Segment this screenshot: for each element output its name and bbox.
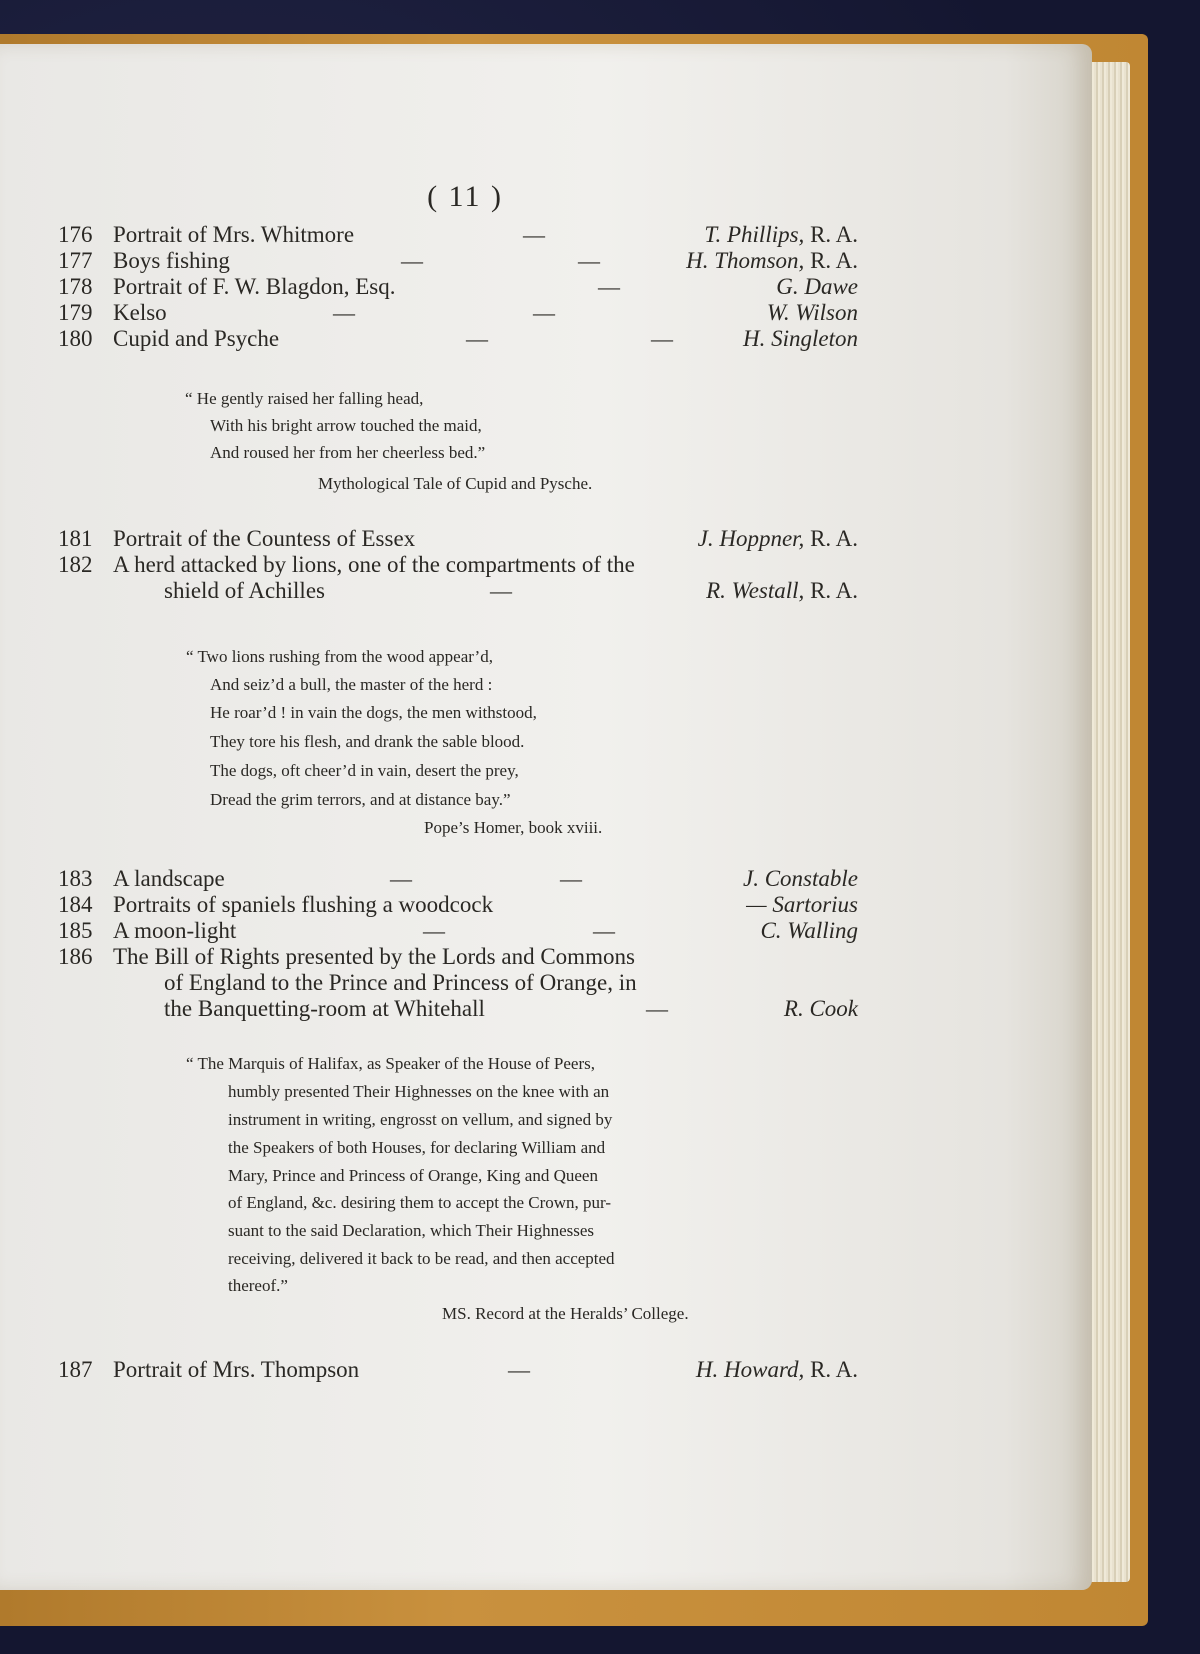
entry-artist: R. Cook [783,996,858,1021]
separator-dash: — [560,866,582,891]
entry-title-line: the Banquetting-room at Whitehall [164,996,485,1021]
entry-title: A landscape [113,866,225,891]
separator-dash: — [593,918,615,943]
quote-attribution: Pope’s Homer, book xviii. [424,818,603,837]
entry-title-line: of England to the Prince and Princess of Orange, in [164,970,637,995]
separator-dash: — [390,866,412,891]
artist-suffix: R. A. [810,526,858,551]
entry-artist: H. Singleton [743,326,858,351]
artist-name: H. Thomson, [686,248,805,273]
entry-title: A herd attacked by lions, one of the compartments of the [113,552,635,577]
entry-number: 177 [58,248,93,273]
quote-line: instrument in writing, engrosst on vellum, and signed by [228,1110,613,1129]
quote-line: The dogs, oft cheer’d in vain, desert the prey, [210,761,519,780]
quote-line: They tore his flesh, and drank the sable blood. [210,732,525,751]
entry-artist: J. Constable [743,866,858,891]
entry-title: Portrait of Mrs. Thompson [113,1357,360,1382]
separator-dash: — [533,300,555,325]
entry-number: 184 [58,892,93,917]
entry-artist [686,248,858,274]
quote-line: thereof.” [228,1276,288,1295]
entry-number: 180 [58,326,93,351]
entry-artist [696,1357,858,1383]
quote-line: Dread the grim terrors, and at distance bay.” [210,790,511,809]
entry-number: 179 [58,300,93,325]
separator-dash: — [651,326,673,351]
quote-line: And roused her from her cheerless bed.” [210,443,486,462]
separator-dash: — [646,996,668,1021]
entry-title: Cupid and Psyche [113,326,280,351]
quote-line: receiving, delivered it back to be read, and then accepted [228,1249,615,1268]
artist-name: T. Phillips, [704,222,805,247]
entry-number: 181 [58,526,93,551]
entry-title-line: shield of Achilles [164,578,325,603]
separator-dash: — [333,300,355,325]
page-number: ( 11 ) [427,180,503,213]
entry-artist [706,578,858,604]
quote-line: humbly presented Their Highnesses on the knee with an [228,1082,610,1101]
quote-line: He roar’d ! in vain the dogs, the men withstood, [210,703,537,722]
quote-attribution: MS. Record at the Heralds’ College. [442,1304,689,1323]
quote-line: “ Two lions rushing from the wood appear’d, [186,647,493,666]
artist-suffix: R. A. [810,578,858,603]
quote-line: And seiz’d a bull, the master of the herd : [210,675,493,694]
entry-number: 185 [58,918,93,943]
entry-artist [698,526,858,552]
artist-name: R. Westall, [706,578,805,603]
entry-number: 182 [58,552,93,577]
entry-artist: — Sartorius [746,892,858,917]
separator-dash: — [401,248,423,273]
separator-dash: — [598,274,620,299]
quote-line: “ The Marquis of Halifax, as Speaker of the House of Peers, [186,1054,595,1073]
entry-artist: C. Walling [760,918,858,943]
entry-artist: W. Wilson [766,300,858,325]
catalogue-page [0,44,1092,1590]
entry-number: 187 [58,1357,93,1382]
entry-title: Portrait of F. W. Blagdon, Esq. [113,274,396,299]
entry-title: Portrait of the Countess of Essex [113,526,416,551]
entry-artist [704,222,858,248]
entry-number: 186 [58,944,93,969]
entry-title: Kelso [113,300,167,325]
artist-suffix: R. A. [810,1357,858,1382]
artist-name: J. Hoppner, [697,526,805,551]
entry-artist: G. Dawe [776,274,858,299]
quote-line: of England, &c. desiring them to accept the Crown, pur- [228,1193,611,1212]
quote-line: With his bright arrow touched the maid, [210,416,482,435]
quote-line: Mary, Prince and Princess of Orange, King and Queen [228,1166,598,1185]
entry-title: A moon-light [113,918,237,943]
entry-number: 183 [58,866,93,891]
artist-suffix: R. A. [810,222,858,247]
entry-title: Boys fishing [113,248,230,273]
separator-dash: — [423,918,445,943]
entry-title: The Bill of Rights presented by the Lords and Commons [113,944,635,969]
entry-number: 178 [58,274,93,299]
entry-number: 176 [58,222,93,247]
separator-dash: — [466,326,488,351]
separator-dash: — [508,1357,530,1382]
quote-line: “ He gently raised her falling head, [185,389,424,408]
artist-name: H. Howard, [695,1357,805,1382]
entry-title: Portrait of Mrs. Whitmore [113,222,355,247]
separator-dash: — [578,248,600,273]
entry-title: Portraits of spaniels flushing a woodcock [113,892,494,917]
artist-suffix: R. A. [810,248,858,273]
quote-attribution: Mythological Tale of Cupid and Pysche. [318,474,593,493]
separator-dash: — [490,578,512,603]
quote-line: the Speakers of both Houses, for declaring William and [228,1138,606,1157]
separator-dash: — [523,222,545,247]
quote-line: suant to the said Declaration, which Their Highnesses [228,1221,595,1240]
